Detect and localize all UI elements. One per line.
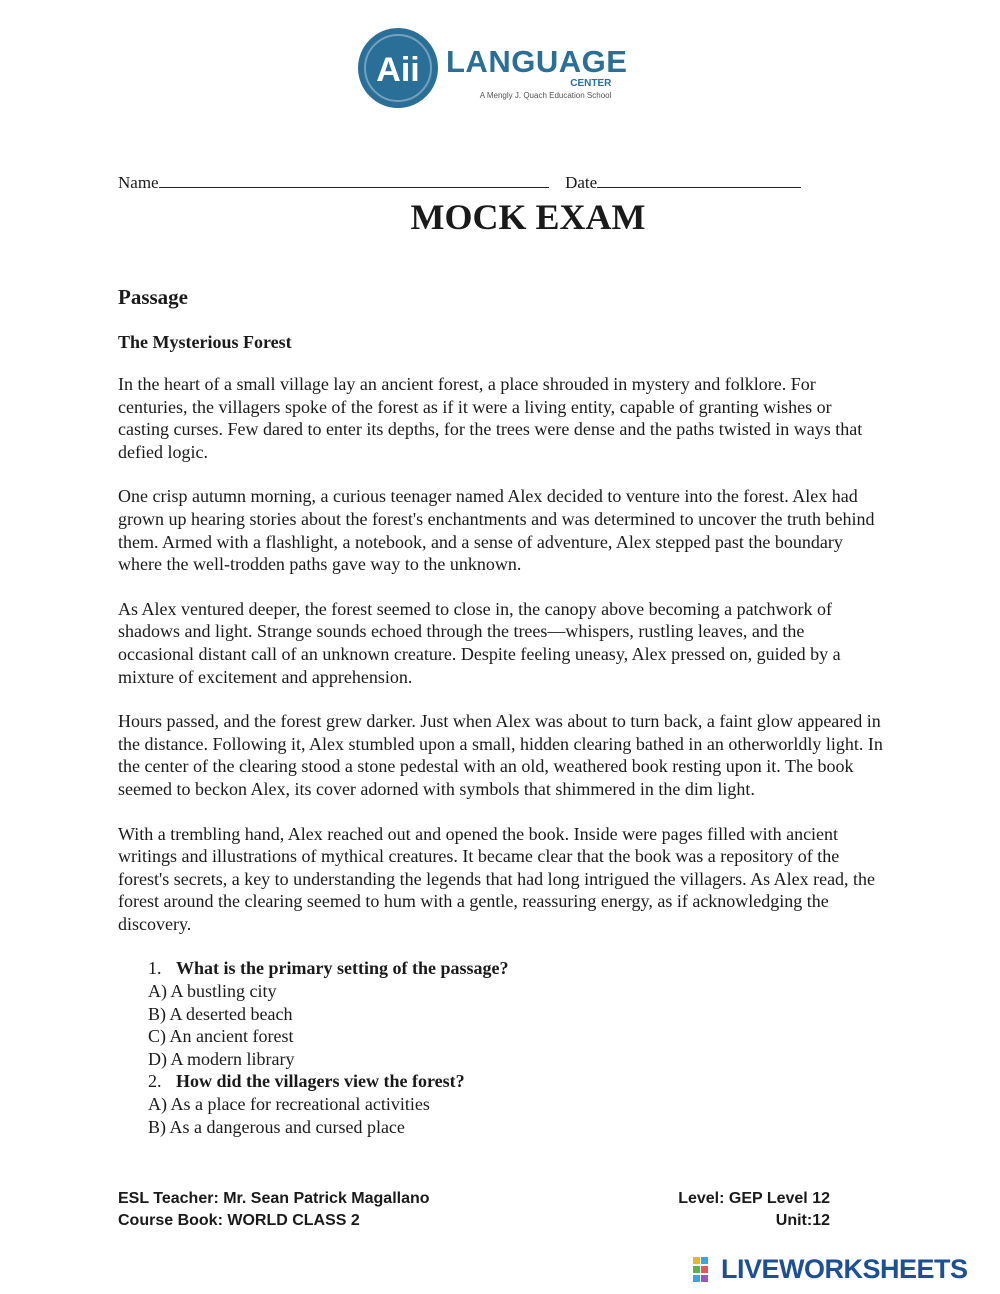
- logo-badge-text: Aii: [376, 51, 420, 89]
- name-label: Name: [118, 173, 159, 192]
- page-title: MOCK EXAM: [410, 197, 646, 237]
- paragraph: As Alex ventured deeper, the forest seemed to close in, the canopy above becoming a patchwork of shadows and light. Strange sounds echoed through the trees—whispers, rustling leaves, and the occasional distant call of an unknown creature. Despite feeling uneasy, Alex pressed on, guided by a mixture of excitement and apprehension.: [118, 598, 841, 687]
- liveworksheets-brand: [692, 1254, 968, 1285]
- logo-tagline: A Mengly J. Quach Education School: [479, 91, 612, 100]
- question-2: [148, 1070, 884, 1093]
- answer-option[interactable]: A) As a place for recreational activities: [148, 1094, 430, 1115]
- story-title: The Mysterious Forest: [118, 332, 292, 352]
- passage-section: [118, 285, 884, 1138]
- question-text: How did the villagers view the forest?: [176, 1071, 465, 1092]
- paragraph: With a trembling hand, Alex reached out and opened the book. Inside were pages filled with ancient writings and illustrations of mythical creatures. It became clear that the book was a repository of the forest's secrets, a key to understanding the legends that had long intrigued the villagers. As Alex read, the forest around the clearing seemed to hum with a gentle, reassuring energy, as if acknowledging the discovery.: [118, 823, 876, 934]
- footer-level: Level: GEP Level 12: [678, 1190, 830, 1207]
- logo-badge-icon: [356, 26, 440, 110]
- footer-unit: Unit:12: [775, 1212, 830, 1229]
- answer-option[interactable]: A) A bustling city: [148, 981, 277, 1002]
- date-label: Date: [565, 173, 598, 192]
- brand-name: LIVEWORKSHEETS: [721, 1254, 968, 1284]
- page-footer: [118, 1188, 830, 1232]
- passage-heading: Passage: [118, 285, 188, 309]
- question-1: [148, 957, 884, 980]
- liveworksheets-cubes-icon: [692, 1256, 718, 1284]
- answer-option[interactable]: B) A deserted beach: [148, 1003, 293, 1024]
- name-blank[interactable]: [159, 173, 549, 188]
- footer-teacher: ESL Teacher: Mr. Sean Patrick Magallano: [118, 1190, 430, 1207]
- date-blank[interactable]: [597, 173, 801, 188]
- paragraph: In the heart of a small village lay an ancient forest, a place shrouded in mystery and folklore. For centuries, the villagers spoke of the forest as if it were a living entity, capable of granting wishes or casting curses. Few dared to enter its depths, for the trees were dense and the paths twisted in ways that defied logic.: [118, 374, 863, 462]
- question-number: 2.: [148, 1071, 162, 1092]
- answer-option[interactable]: B) As a dangerous and cursed place: [148, 1116, 405, 1137]
- paragraph: Hours passed, and the forest grew darker. Just when Alex was about to turn back, a faint glow appeared in the distance. Following it, Alex stumbled upon a small, hidden clearing bathed in an otherworldly light. In the center of the clearing stood a stone pedestal with an old, weathered book resting upon it. The book seemed to beckon Alex, its cover adorned with symbols that shimmered in the dim light.: [118, 711, 883, 799]
- question-list: [118, 957, 884, 1138]
- logo-wordmark: [446, 46, 627, 102]
- answer-option[interactable]: C) An ancient forest: [148, 1026, 294, 1047]
- logo-center-text: CENTER: [570, 78, 612, 89]
- school-logo: [356, 26, 636, 112]
- logo-main-text: LANGUAGE: [446, 44, 628, 79]
- name-date-line: [118, 173, 801, 193]
- question-text: What is the primary setting of the passage?: [176, 958, 509, 979]
- answer-option[interactable]: D) A modern library: [148, 1048, 295, 1069]
- paragraph: One crisp autumn morning, a curious teenager named Alex decided to venture into the forest. Alex had grown up hearing stories about the forest's enchantments and was determined to uncover the truth behind them. Armed with a flashlight, a notebook, and a sense of adventure, Alex stepped past the boundary where the well-trodden paths gave way to the unknown.: [118, 486, 875, 575]
- footer-course: Course Book: WORLD CLASS 2: [118, 1212, 360, 1229]
- question-number: 1.: [148, 958, 162, 979]
